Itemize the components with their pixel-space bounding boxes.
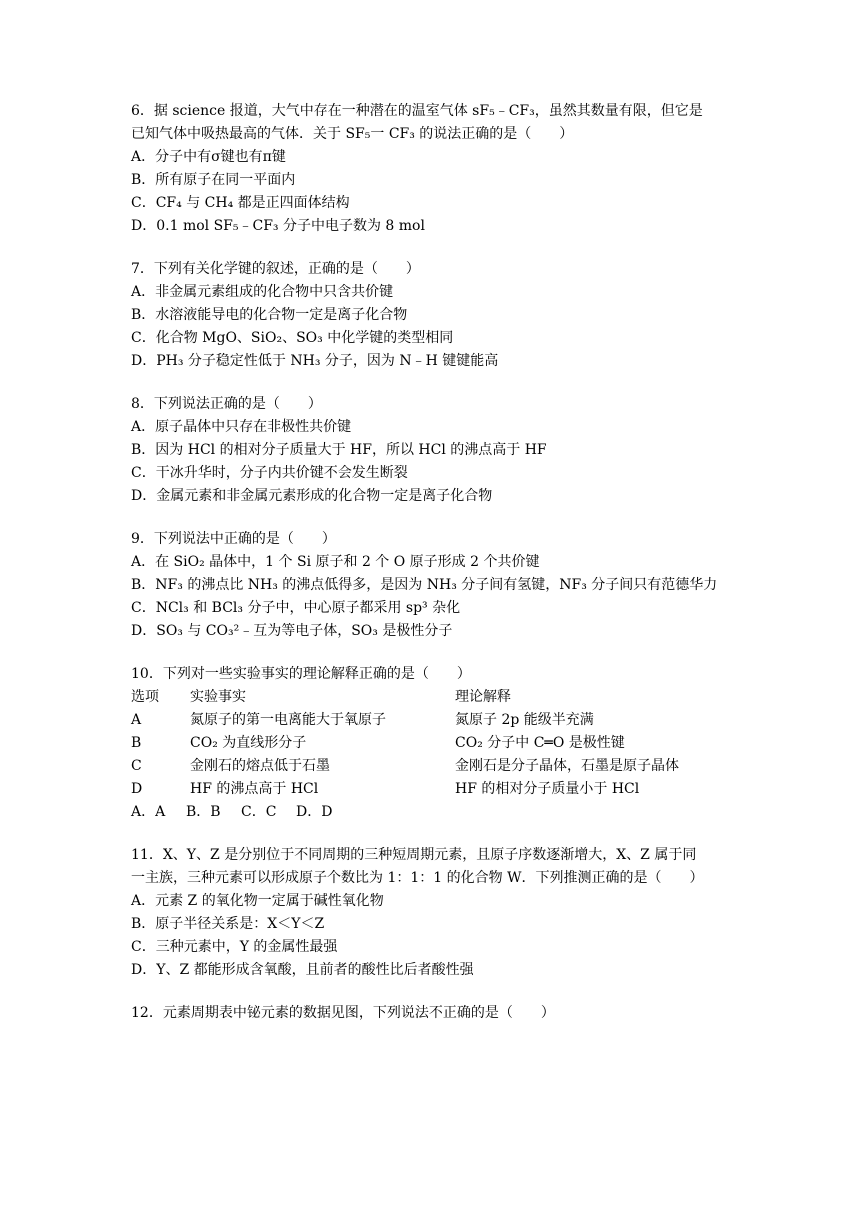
option-a: A．非金属元素组成的化合物中只含共价键 [131, 284, 394, 300]
answer-options [131, 801, 751, 824]
option-c: C．干冰升华时，分子内共价键不会发生断裂 [131, 465, 408, 481]
table-cell: 金刚石是分子晶体，石墨是原子晶体 [455, 758, 679, 774]
option-a: A．在 SiO₂ 晶体中，1 个 Si 原子和 2 个 O 原子形成 2 个共价键 [131, 554, 540, 570]
table-cell: CO₂ 为直线形分子 [190, 735, 307, 751]
header-option: 选项 [131, 689, 159, 705]
option-b: B．因为 HCl 的相对分子质量大于 HF，所以 HCl 的沸点高于 HF [131, 442, 547, 458]
question-stem: 11．X、Y、Z 是分别位于不同周期的三种短周期元素，且原子序数逐渐增大，X、Z 属于同 [131, 847, 697, 863]
header-explanation: 理论解释 [455, 689, 511, 705]
option-a: A．A [131, 804, 166, 820]
question-stem: 12．元素周期表中铋元素的数据见图，下列说法不正确的是（ ） [131, 1005, 555, 1021]
question-9 [131, 528, 751, 643]
question-stem: 已知气体中吸热最高的气体．关于 SF₅一 CF₃ 的说法正确的是（ ） [131, 126, 574, 142]
table-cell: B [131, 735, 142, 751]
option-c: C．三种元素中，Y 的金属性最强 [131, 939, 338, 955]
option-d: D．Y、Z 都能形成含氧酸，且前者的酸性比后者酸性强 [131, 962, 474, 978]
question-stem: 9．下列说法中正确的是（ ） [131, 531, 336, 547]
question-stem: 10．下列对一些实验事实的理论解释正确的是（ ） [131, 666, 471, 682]
table-cell: A [131, 712, 142, 728]
question-6 [131, 100, 751, 238]
option-b: B．原子半径关系是：X＜Y＜Z [131, 916, 325, 932]
question-stem: 6．据 science 报道，大气中存在一种潜在的温室气体 sF₅﹣CF₃，虽然其数量有限，但它是 [131, 103, 703, 119]
option-c: C．CF₄ 与 CH₄ 都是正四面体结构 [131, 195, 350, 211]
question-12 [131, 1002, 751, 1025]
option-d: D．PH₃ 分子稳定性低于 NH₃ 分子，因为 N﹣H 键键能高 [131, 353, 499, 369]
question-stem: 7．下列有关化学键的叙述，正确的是（ ） [131, 261, 420, 277]
table-row [131, 778, 751, 801]
option-a: A．原子晶体中只存在非极性共价键 [131, 419, 352, 435]
question-7 [131, 258, 751, 373]
option-c: C．NCl₃ 和 BCl₃ 分子中，中心原子都采用 sp³ 杂化 [131, 600, 461, 616]
table-row [131, 755, 751, 778]
table-cell: CO₂ 分子中 C═O 是极性键 [455, 735, 625, 751]
table-cell: HF 的相对分子质量小于 HCl [455, 781, 640, 797]
question-stem: 一主族，三种元素可以形成原子个数比为 1：1：1 的化合物 W．下列推测正确的是（ ） [131, 870, 704, 886]
option-d: D．金属元素和非金属元素形成的化合物一定是离子化合物 [131, 488, 493, 504]
option-d: D．D [296, 804, 333, 820]
option-a: A．分子中有σ键也有π键 [131, 149, 286, 165]
table-cell: D [131, 781, 143, 797]
table-cell: HF 的沸点高于 HCl [190, 781, 319, 797]
table-cell: 氮原子 2p 能级半充满 [455, 712, 594, 728]
option-d: D．SO₃ 与 CO₃²﹣互为等电子体，SO₃ 是极性分子 [131, 623, 453, 639]
question-stem: 8．下列说法正确的是（ ） [131, 396, 322, 412]
option-a: A．元素 Z 的氧化物一定属于碱性氧化物 [131, 893, 384, 909]
table-cell: C [131, 758, 142, 774]
exam-page [131, 100, 751, 1045]
table-row [131, 709, 751, 732]
question-10 [131, 663, 751, 824]
option-b: B．水溶液能导电的化合物一定是离子化合物 [131, 307, 408, 323]
option-b: B．B [186, 804, 221, 820]
question-11 [131, 844, 751, 982]
table-row [131, 732, 751, 755]
option-c: C．C [241, 804, 277, 820]
option-b: B．所有原子在同一平面内 [131, 172, 296, 188]
option-d: D．0.1 mol SF₅﹣CF₃ 分子中电子数为 8 mol [131, 218, 425, 234]
question-8 [131, 393, 751, 508]
table-cell: 氮原子的第一电离能大于氧原子 [190, 712, 386, 728]
option-c: C．化合物 MgO、SiO₂、SO₃ 中化学键的类型相同 [131, 330, 454, 346]
table-cell: 金刚石的熔点低于石墨 [190, 758, 330, 774]
table-header [131, 686, 751, 709]
option-b: B．NF₃ 的沸点比 NH₃ 的沸点低得多，是因为 NH₃ 分子间有氢键，NF₃ 分子间只有范德华力 [131, 577, 718, 593]
header-fact: 实验事实 [190, 689, 246, 705]
